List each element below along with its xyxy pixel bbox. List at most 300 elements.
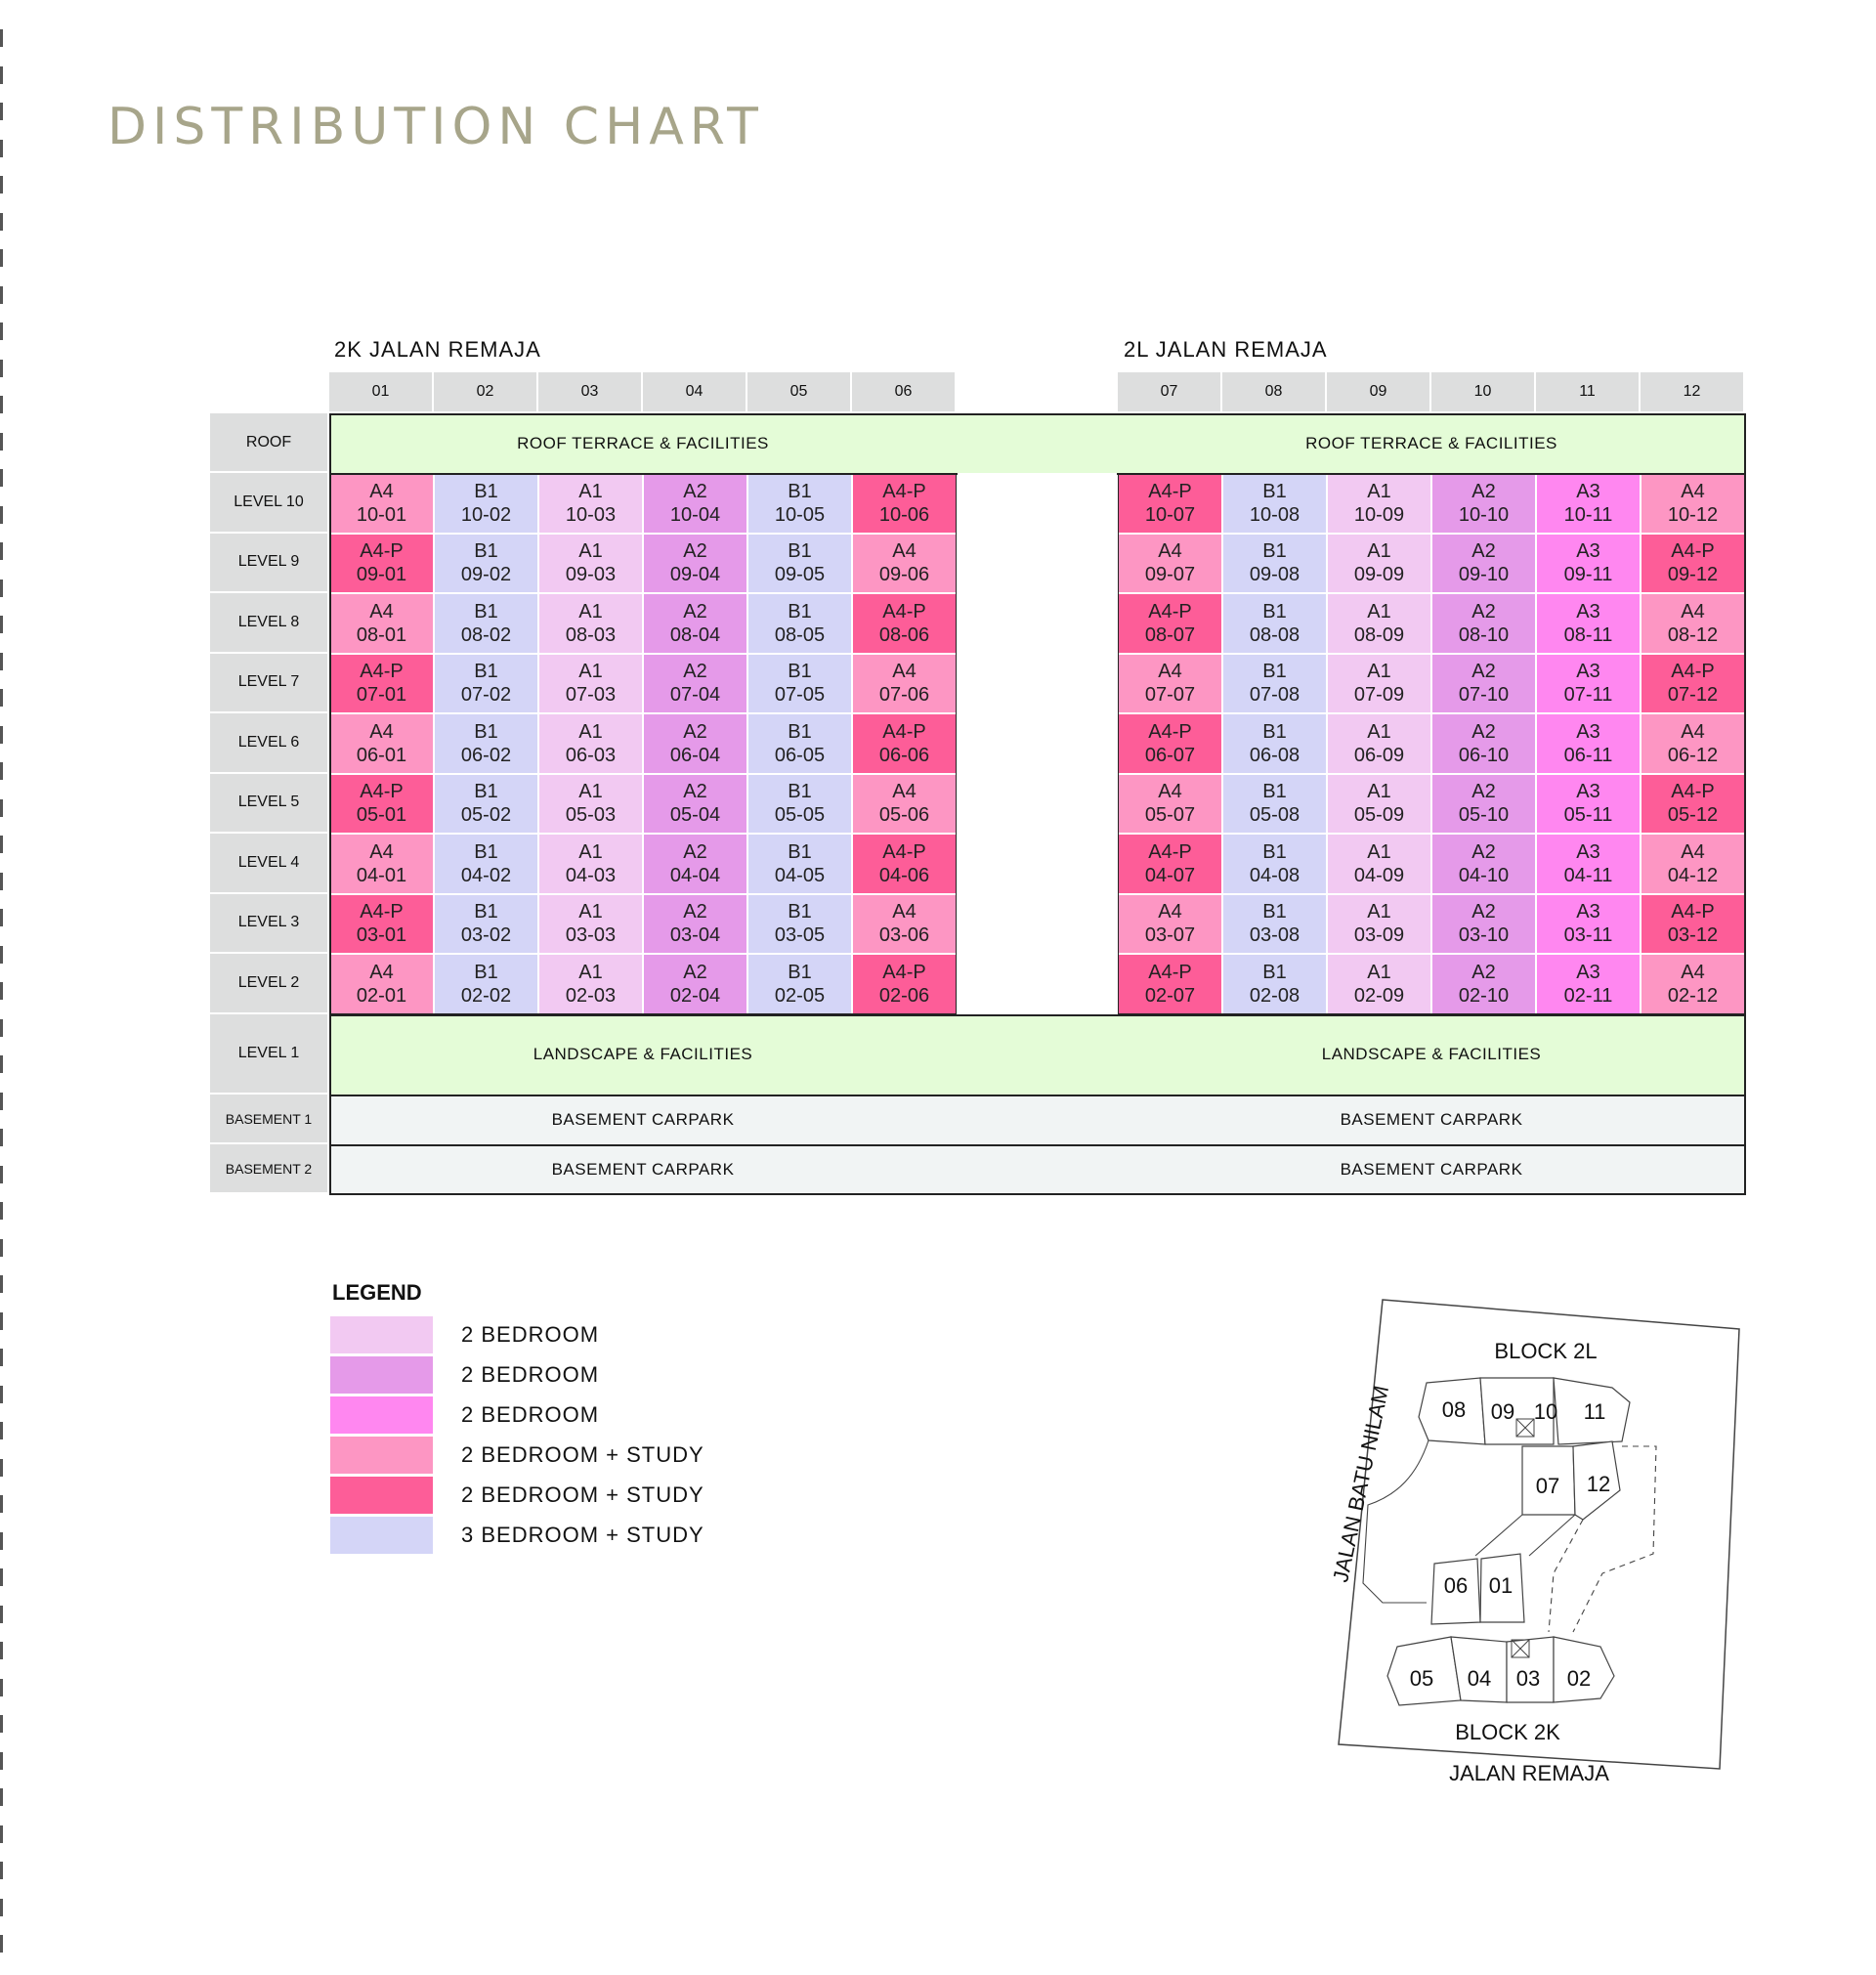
unit-cell[interactable] [1222,473,1327,534]
edge-tick [0,1788,3,1806]
unit-type: B1 [474,961,498,983]
edge-tick [0,1679,3,1696]
unit-cell[interactable] [1431,473,1536,534]
unit-cell[interactable] [538,654,643,714]
unit-cell[interactable] [1222,534,1327,594]
unit-cell[interactable] [1431,954,1536,1014]
unit-type: A3 [1576,720,1600,743]
unit-cell[interactable] [1431,534,1536,594]
level-1-divider [329,1014,1745,1016]
unit-cell[interactable] [1327,894,1431,955]
unit-cell[interactable] [329,473,434,534]
unit-type: B1 [788,840,812,863]
legend-label: 2 BEDROOM [461,1362,600,1387]
unit-cell[interactable] [1118,834,1222,894]
unit-number: 07-02 [460,684,512,707]
unit-number: 02-12 [1667,984,1719,1007]
unit-number: 06-06 [878,744,930,766]
unit-number: 09-12 [1667,564,1719,586]
edge-tick [0,360,3,377]
unit-type: A4-P [360,901,404,923]
column-header-12: 12 [1641,372,1745,411]
unit-type: A2 [1471,540,1496,563]
unit-cell[interactable] [329,654,434,714]
unit-cell[interactable] [1536,473,1641,534]
unit-cell[interactable] [434,954,538,1014]
unit-type: B1 [474,901,498,923]
unit-type: A4-P [882,480,926,502]
edge-tick [0,1349,3,1366]
unit-cell[interactable] [852,593,957,654]
unit-number: 08-04 [669,623,721,646]
unit-type: A3 [1576,781,1600,803]
unit-number: 10-09 [1353,503,1405,526]
unit-cell[interactable] [643,713,747,774]
legend-swatch [330,1477,433,1514]
unit-cell[interactable] [852,473,957,534]
column-header-02: 02 [434,372,538,411]
unit-number: 06-02 [460,744,512,766]
unit-cell[interactable] [434,834,538,894]
unit-type: A1 [1367,840,1391,863]
edge-tick [0,66,3,84]
unit-number: 04-02 [460,864,512,886]
unit-cell[interactable] [1536,774,1641,835]
unit-number: 07-11 [1563,684,1613,707]
unit-type: A1 [1367,781,1391,803]
unit-cell[interactable] [434,654,538,714]
siteplan-unit-label: 08 [1441,1397,1467,1422]
unit-number: 10-08 [1249,503,1300,526]
column-header-09: 09 [1327,372,1431,411]
unit-type: A4-P [360,661,404,683]
unit-cell[interactable] [1118,654,1222,714]
unit-cell[interactable] [1536,894,1641,955]
unit-cell[interactable] [1327,534,1431,594]
unit-cell[interactable] [1327,954,1431,1014]
unit-type: A4 [1158,781,1182,803]
unit-cell[interactable] [1222,834,1327,894]
unit-cell[interactable] [1222,713,1327,774]
unit-cell[interactable] [1327,473,1431,534]
row-label-basement-1: BASEMENT 1 [210,1095,327,1144]
unit-cell[interactable] [538,894,643,955]
unit-number: 06-12 [1667,744,1719,766]
row-label-level-2: LEVEL 2 [210,954,327,1014]
unit-number: 07-04 [669,684,721,707]
basement-2-carpark-2l: BASEMENT CARPARK [1118,1144,1745,1194]
unit-cell[interactable] [1222,894,1327,955]
unit-number: 10-11 [1563,503,1613,526]
unit-type: B1 [1262,600,1287,623]
unit-cell[interactable] [1431,654,1536,714]
edge-tick [0,1899,3,1916]
edge-tick [0,1055,3,1073]
unit-type: A1 [1367,661,1391,683]
unit-cell[interactable] [747,834,852,894]
unit-cell[interactable] [538,473,643,534]
unit-number: 08-07 [1144,623,1196,646]
unit-cell[interactable] [643,834,747,894]
unit-number: 05-07 [1144,804,1196,827]
unit-number: 08-12 [1667,623,1719,646]
unit-cell[interactable] [1431,713,1536,774]
unit-cell[interactable] [747,713,852,774]
unit-type: A2 [683,781,707,803]
unit-type: A1 [578,840,603,863]
unit-cell[interactable] [1641,834,1745,894]
unit-number: 02-03 [565,984,617,1007]
unit-type: A2 [1471,840,1496,863]
unit-number: 05-02 [460,804,512,827]
unit-cell[interactable] [1536,654,1641,714]
unit-type: B1 [474,480,498,502]
unit-cell[interactable] [1327,774,1431,835]
edge-tick [0,1606,3,1623]
unit-cell[interactable] [1641,473,1745,534]
unit-number: 10-05 [774,503,826,526]
unit-type: A2 [1471,781,1496,803]
edge-tick [0,433,3,451]
unit-type: B1 [788,901,812,923]
unit-number: 05-12 [1667,804,1719,827]
unit-cell[interactable] [747,654,852,714]
unit-number: 07-12 [1667,684,1719,707]
unit-type: A4 [1681,720,1705,743]
edge-tick [0,1825,3,1843]
unit-type: A2 [683,840,707,863]
unit-number: 04-12 [1667,864,1719,886]
legend-label: 2 BEDROOM [461,1322,600,1347]
legend-swatch [330,1437,433,1474]
edge-tick [0,1568,3,1586]
edge-tick [0,1275,3,1293]
basement-1-carpark-2k: BASEMENT CARPARK [329,1095,957,1144]
unit-type: B1 [1262,661,1287,683]
unit-type: A1 [578,901,603,923]
unit-number: 02-02 [460,984,512,1007]
unit-type: A1 [578,540,603,563]
unit-number: 09-06 [878,564,930,586]
unit-number: 04-01 [356,864,407,886]
unit-number: 04-06 [878,864,930,886]
unit-type: A3 [1576,840,1600,863]
unit-cell[interactable] [852,713,957,774]
unit-cell[interactable] [1641,654,1745,714]
unit-cell[interactable] [329,954,434,1014]
unit-cell[interactable] [852,654,957,714]
unit-cell[interactable] [1118,774,1222,835]
unit-number: 02-01 [356,984,407,1007]
unit-type: B1 [1262,840,1287,863]
unit-number: 04-07 [1144,864,1196,886]
roof-terrace-2l: ROOF TERRACE & FACILITIES [1118,413,1745,473]
edge-tick [0,1422,3,1439]
column-header-06: 06 [852,372,957,411]
unit-cell[interactable] [643,593,747,654]
unit-type: A4-P [1148,961,1192,983]
unit-cell[interactable] [1641,534,1745,594]
block-2l-title: 2L JALAN REMAJA [1124,337,1328,362]
unit-cell[interactable] [1536,593,1641,654]
unit-cell[interactable] [1222,593,1327,654]
unit-type: A2 [683,961,707,983]
unit-number: 09-03 [565,564,617,586]
unit-cell[interactable] [538,774,643,835]
unit-number: 07-05 [774,684,826,707]
unit-cell[interactable] [434,713,538,774]
roof-divider-2k [329,473,958,475]
edge-tick [0,762,3,780]
unit-cell[interactable] [747,593,852,654]
unit-type: B1 [788,661,812,683]
unit-type: A3 [1576,600,1600,623]
unit-number: 10-03 [565,503,617,526]
edge-tick [0,103,3,120]
unit-number: 08-09 [1353,623,1405,646]
unit-cell[interactable] [643,774,747,835]
unit-cell[interactable] [852,534,957,594]
unit-type: A2 [683,720,707,743]
unit-type: B1 [1262,540,1287,563]
unit-cell[interactable] [1641,954,1745,1014]
row-label-level-7: LEVEL 7 [210,654,327,714]
unit-cell[interactable] [1222,954,1327,1014]
unit-number: 09-04 [669,564,721,586]
unit-type: B1 [474,540,498,563]
unit-cell[interactable] [434,473,538,534]
unit-cell[interactable] [747,774,852,835]
unit-number: 03-08 [1249,924,1300,947]
unit-cell[interactable] [1327,593,1431,654]
unit-cell[interactable] [1118,473,1222,534]
unit-cell[interactable] [1536,834,1641,894]
unit-cell[interactable] [747,894,852,955]
unit-type: A4 [369,480,394,502]
row-label-level-1: LEVEL 1 [210,1014,327,1095]
row-label-basement-2: BASEMENT 2 [210,1144,327,1194]
unit-type: A1 [578,480,603,502]
unit-number: 06-05 [774,744,826,766]
column-header-03: 03 [538,372,643,411]
unit-type: A2 [683,540,707,563]
unit-cell[interactable] [747,534,852,594]
unit-number: 07-10 [1458,684,1510,707]
unit-cell[interactable] [1118,954,1222,1014]
unit-cell[interactable] [1118,713,1222,774]
edge-tick [0,909,3,926]
unit-cell[interactable] [1641,593,1745,654]
unit-type: A2 [683,600,707,623]
unit-cell[interactable] [852,954,957,1014]
unit-type: A3 [1576,540,1600,563]
unit-cell[interactable] [643,534,747,594]
unit-cell[interactable] [1536,954,1641,1014]
unit-cell[interactable] [852,774,957,835]
legend-swatch [330,1316,433,1353]
unit-cell[interactable] [1431,834,1536,894]
block-2k-title: 2K JALAN REMAJA [334,337,541,362]
unit-cell[interactable] [1222,774,1327,835]
column-header-11: 11 [1536,372,1641,411]
edge-tick [0,1239,3,1257]
edge-tick [0,1019,3,1037]
unit-number: 09-09 [1353,564,1405,586]
unit-cell[interactable] [643,473,747,534]
unit-cell[interactable] [538,954,643,1014]
basement-2-divider [329,1144,1745,1146]
unit-cell[interactable] [329,834,434,894]
edge-tick [0,213,3,231]
unit-number: 09-08 [1249,564,1300,586]
legend-label: 3 BEDROOM + STUDY [461,1523,704,1547]
unit-number: 06-09 [1353,744,1405,766]
edge-tick [0,836,3,853]
unit-cell[interactable] [1118,894,1222,955]
unit-type: A2 [683,480,707,502]
unit-cell[interactable] [1222,654,1327,714]
edge-tick [0,506,3,524]
edge-tick [0,873,3,890]
column-header-08: 08 [1222,372,1327,411]
unit-cell[interactable] [329,774,434,835]
unit-cell[interactable] [1431,774,1536,835]
row-label-roof: ROOF [210,413,327,473]
unit-type: B1 [1262,781,1287,803]
unit-cell[interactable] [329,713,434,774]
unit-type: A2 [1471,720,1496,743]
unit-cell[interactable] [538,534,643,594]
unit-number: 06-03 [565,744,617,766]
unit-number: 06-07 [1144,744,1196,766]
edge-tick [0,946,3,964]
unit-number: 04-04 [669,864,721,886]
edge-tick [0,689,3,707]
edge-tick [0,1532,3,1550]
unit-number: 10-01 [356,503,407,526]
unit-cell[interactable] [747,473,852,534]
basement-2-gap [957,1144,1118,1194]
roof-divider-2l [1117,473,1746,475]
unit-cell[interactable] [538,593,643,654]
edge-tick [0,396,3,413]
edge-tick [0,542,3,560]
unit-cell[interactable] [434,534,538,594]
unit-type: A4-P [1148,720,1192,743]
unit-number: 02-05 [774,984,826,1007]
unit-cell[interactable] [643,954,747,1014]
edge-tick [0,29,3,47]
unit-number: 08-10 [1458,623,1510,646]
unit-type: B1 [1262,961,1287,983]
column-header-05: 05 [747,372,852,411]
unit-cell[interactable] [1536,713,1641,774]
unit-cell[interactable] [329,593,434,654]
unit-cell[interactable] [852,834,957,894]
edge-tick [0,726,3,744]
row-label-level-4: LEVEL 4 [210,834,327,894]
column-header-01: 01 [329,372,434,411]
unit-number: 02-06 [878,984,930,1007]
unit-type: B1 [788,961,812,983]
unit-cell[interactable] [747,954,852,1014]
unit-number: 03-12 [1667,924,1719,947]
unit-type: A4-P [1148,480,1192,502]
unit-cell[interactable] [1536,534,1641,594]
unit-cell[interactable] [1641,713,1745,774]
unit-cell[interactable] [1431,894,1536,955]
unit-number: 03-07 [1144,924,1196,947]
unit-cell[interactable] [329,534,434,594]
unit-number: 04-10 [1458,864,1510,886]
unit-type: A4-P [1671,901,1715,923]
siteplan-unit-label: 09 [1490,1399,1515,1424]
unit-number: 06-11 [1563,744,1613,766]
siteplan-unit-label: 02 [1566,1666,1592,1691]
unit-number: 10-02 [460,503,512,526]
edge-tick [0,1752,3,1770]
unit-cell[interactable] [1327,654,1431,714]
column-header-07: 07 [1118,372,1222,411]
unit-type: A1 [1367,480,1391,502]
unit-cell[interactable] [1641,774,1745,835]
unit-cell[interactable] [643,894,747,955]
edge-tick [0,1386,3,1403]
unit-type: A3 [1576,901,1600,923]
unit-type: A1 [578,661,603,683]
edge-tick [0,982,3,1000]
edge-tick [0,1166,3,1183]
unit-type: B1 [788,720,812,743]
unit-cell[interactable] [643,654,747,714]
edge-tick [0,1312,3,1330]
unit-cell[interactable] [1118,593,1222,654]
unit-cell[interactable] [434,593,538,654]
edge-tick [0,249,3,267]
unit-cell[interactable] [1431,593,1536,654]
unit-cell[interactable] [434,774,538,835]
unit-type: B1 [788,540,812,563]
unit-cell[interactable] [538,834,643,894]
edge-tick [0,1495,3,1513]
unit-number: 06-08 [1249,744,1300,766]
unit-cell[interactable] [329,894,434,955]
unit-cell[interactable] [852,894,957,955]
unit-number: 03-10 [1458,924,1510,947]
road-south-label: JALAN REMAJA [1449,1761,1609,1785]
unit-number: 10-12 [1667,503,1719,526]
unit-type: B1 [788,781,812,803]
row-label-level-10: LEVEL 10 [210,473,327,534]
unit-type: A2 [683,661,707,683]
siteplan-unit-label: 01 [1488,1573,1514,1598]
unit-type: A3 [1576,661,1600,683]
basement-1-carpark-2l: BASEMENT CARPARK [1118,1095,1745,1144]
unit-cell[interactable] [1327,713,1431,774]
unit-cell[interactable] [538,713,643,774]
unit-number: 08-05 [774,623,826,646]
unit-cell[interactable] [1118,534,1222,594]
unit-number: 07-01 [356,684,407,707]
unit-type: A4 [1681,600,1705,623]
unit-number: 05-10 [1458,804,1510,827]
unit-cell[interactable] [434,894,538,955]
unit-number: 09-11 [1563,564,1613,586]
legend-label: 2 BEDROOM [461,1402,600,1427]
unit-cell[interactable] [1327,834,1431,894]
unit-type: A4 [1158,540,1182,563]
unit-cell[interactable] [1641,894,1745,955]
